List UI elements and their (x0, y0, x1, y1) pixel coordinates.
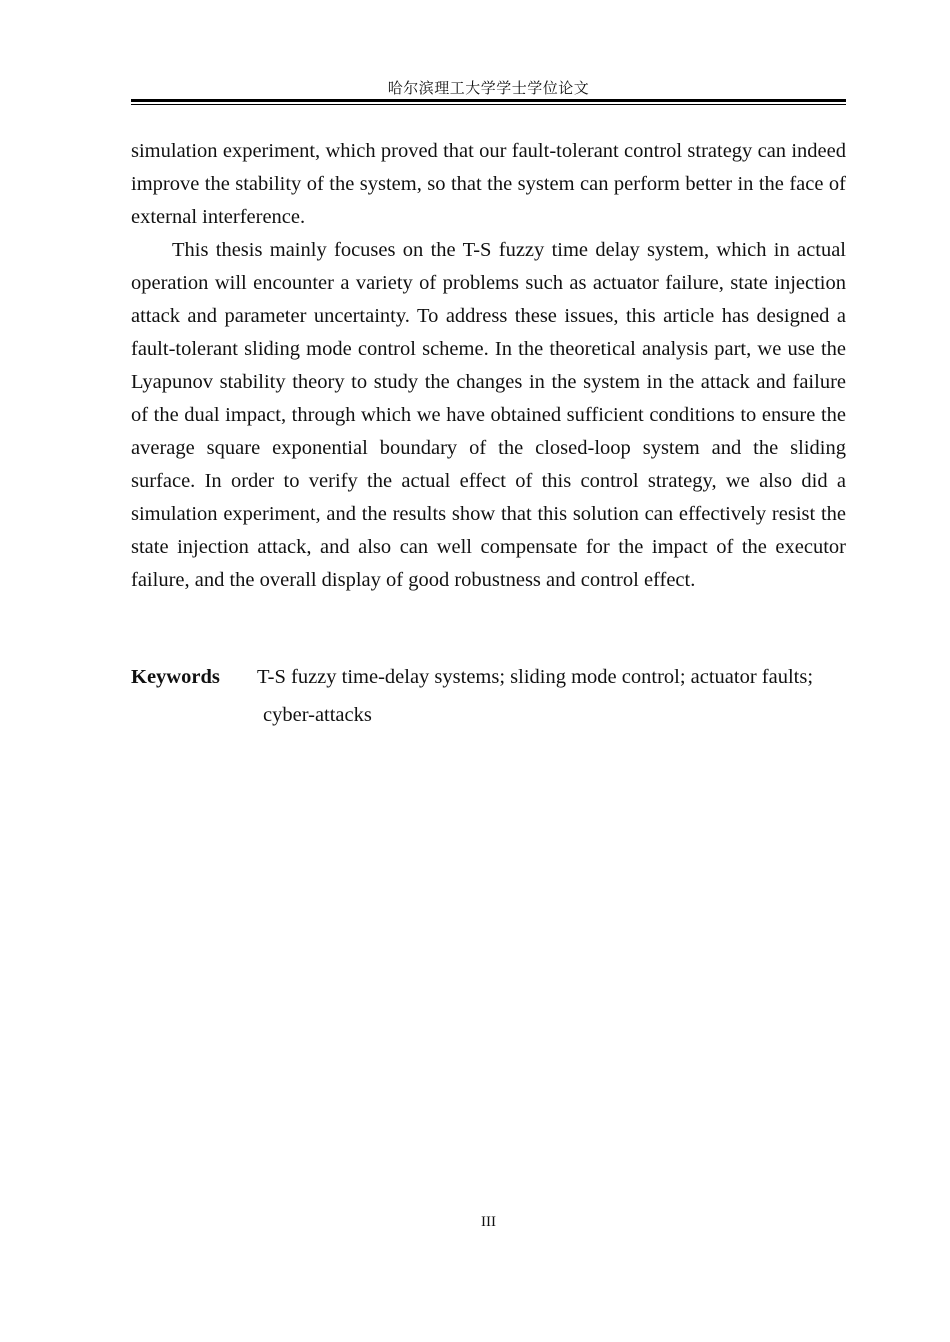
running-header: 哈尔滨理工大学学士学位论文 (387, 79, 590, 97)
keywords-line: cyber-attacks (263, 704, 372, 726)
header-rule-thick (131, 99, 846, 102)
abstract-body (131, 135, 846, 597)
abstract-paragraph-continued: simulation experiment, which proved that our fault-tolerant control strategy can indeed improve the stability of the system, so that the system can perform better in the face of external interference. (131, 140, 846, 228)
keywords-section (131, 658, 846, 734)
page-number: III (481, 1214, 496, 1230)
keywords-label: Keywords (131, 666, 220, 688)
header-rule-thin (131, 104, 846, 105)
abstract-paragraph: This thesis mainly focuses on the T-S fuzzy time delay system, which in actual operation will encounter a variety of problems such as actuator failure, state injection attack and parameter uncertainty. To address these issues, this article has designed a fault-tolerant sliding mode control scheme. In the theoretical analysis part, we use the Lyapunov stability theory to study the changes in the system in the attack and failure of the dual impact, through which we have obtained sufficient conditions to ensure the average square exponential boundary of the closed-loop system and the sliding surface. In order to verify the actual effect of this control strategy, we also did a simulation experiment, and the results show that this solution can effectively resist the state injection attack, and also can well compensate for the impact of the executor failure, and the overall display of good robustness and control effect. (131, 239, 846, 591)
keywords-list (257, 658, 846, 734)
keywords-line: T-S fuzzy time-delay systems; sliding mode control; actuator faults; (257, 666, 814, 688)
